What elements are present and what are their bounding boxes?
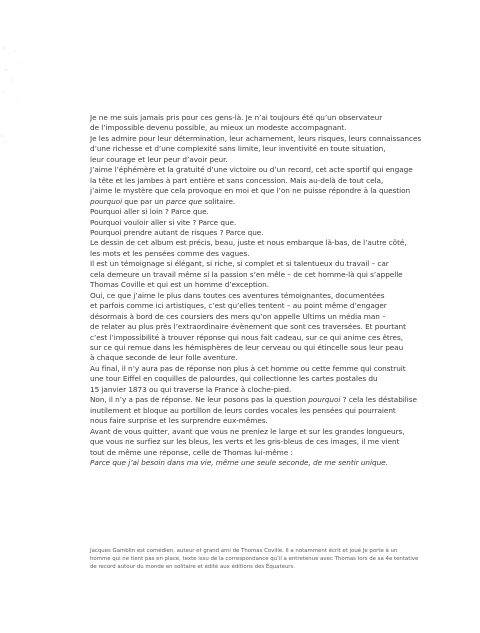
text-line: et parfois comme ici artistiques, c’est qu’elles tentent – au point même d’engager <box>90 301 387 311</box>
author-note <box>90 547 438 571</box>
text-line: à chaque seconde de leur folle aventure. <box>90 353 238 363</box>
footnote-line: de record autour du monde en solitaire et édité aux éditions des Équateurs. <box>90 564 296 571</box>
text-segment: que par un <box>122 196 166 206</box>
text-line: Thomas Coville et qui est un homme d’exception. <box>90 280 270 290</box>
text-line: nous faire surprise et les surprendre eux-mêmes. <box>90 416 268 426</box>
text-line: Pourquoi aller si loin ? Parce que. <box>90 207 209 217</box>
text-segment: solitaire. <box>202 196 236 206</box>
text-line: que vous ne surfiez sur les bleus, les verts et les gris-bleus de ces images, il me vient <box>90 437 400 447</box>
italic-word: parce que <box>165 196 203 206</box>
footnote-line: homme qui ne tient pas en place, texte issu de la correspondance qu’il a entretenue avec Thomas lors de sa 4e tentative <box>90 556 419 563</box>
text-line: une tour Eiffel en coquilles de palourdes, qui collectionne les cartes postales du <box>90 374 378 384</box>
text-line: 15 janvier 1873 ou qui traverse la France à cloche-pied. <box>90 384 292 394</box>
text-line-mixed <box>90 395 440 405</box>
text-line: d’une richesse et d’une complexité sans limite, leur inventivité en toute situation, <box>90 144 386 154</box>
text-line: j’aime le mystère que cela provoque en moi et que l’on ne puisse répondre à la question <box>90 186 411 196</box>
text-line: la tête et les jambes à part entière et sans concession. Mais au-delà de tout cela, <box>90 175 384 185</box>
text-line: inutilement et bloque au portillon de leurs cordes vocales les pensées qui pourraient <box>90 405 396 415</box>
text-line: Pourquoi vouloir aller si vite ? Parce que. <box>90 217 237 227</box>
paper-speckles <box>0 40 30 150</box>
text-line: c’est l’impossibilité à trouver réponse qui nous fait cadeau, sur ce qui anime ces êtres, <box>90 332 403 342</box>
text-line: Je les admire pour leur détermination, leur acharnement, leurs risques, leurs connaissances <box>90 133 422 143</box>
text-line: cela demeure un travail même si la passion s’en mêle – de cet homme-là qui s’appelle <box>90 269 403 279</box>
text-line: Je ne me suis jamais pris pour ces gens-là. Je n’ai toujours été qu’un observateur <box>90 113 383 122</box>
text-line: désormais à bord de ces coursiers des mers qu’on appelle Ultims un média man – <box>90 311 386 321</box>
text-line: de l’impossible devenu possible, au mieux un modeste accompagnant. <box>90 123 347 133</box>
text-line: Il est un témoignage si élégant, si riche, si complet et si talentueux du travail – car <box>90 259 389 269</box>
text-line: Oui, ce que j’aime le plus dans toutes ces aventures témoignantes, documentées <box>90 290 385 300</box>
italic-word: pourquoi <box>90 196 123 206</box>
text-line: les mots et les pensées comme des vagues. <box>90 248 250 258</box>
text-segment: Non, il n’y a pas de réponse. Ne leur posons pas la question <box>90 395 309 405</box>
footnote-line: Jacques Gamblin est comédien, auteur et grand ami de Thomas Coville. Il a notamment écrit et joué Je porte à un <box>90 548 398 554</box>
text-line: leur courage et leur peur d’avoir peur. <box>90 154 228 164</box>
text-line: sur ce qui remue dans les hémisphères de leur cerveau ou qui étincelle sous leur peau <box>90 342 404 352</box>
text-line: J’aime l’éphémère et la gratuité d’une victoire ou d’un record, cet acte sportif qui engage <box>90 165 413 175</box>
closing-quote: Parce que j’ai besoin dans ma vie, même une seule seconde, de me sentir unique. <box>90 457 388 467</box>
text-line-mixed <box>90 197 440 207</box>
text-line: de relater au plus près l’extraordinaire évènement que sont ces traversées. Et pourtant <box>90 322 406 332</box>
text-line: tout de même une réponse, celle de Thomas lui-même : <box>90 447 293 457</box>
text-line: Le dessin de cet album est précis, beau, juste et nous embarque là-bas, de l’autre côté, <box>90 238 407 248</box>
text-line: Pourquoi prendre autant de risques ? Parce que. <box>90 227 264 237</box>
text-line: Au final, il n’y aura pas de réponse non plus à cet homme ou cette femme qui construit <box>90 363 406 373</box>
italic-word: pourquoi <box>308 395 341 405</box>
text-segment: ? cela les déstabilise <box>340 395 417 405</box>
text-line: Avant de vous quitter, avant que vous ne preniez le large et sur les grandes longueurs, <box>90 426 405 436</box>
main-text <box>90 113 440 468</box>
